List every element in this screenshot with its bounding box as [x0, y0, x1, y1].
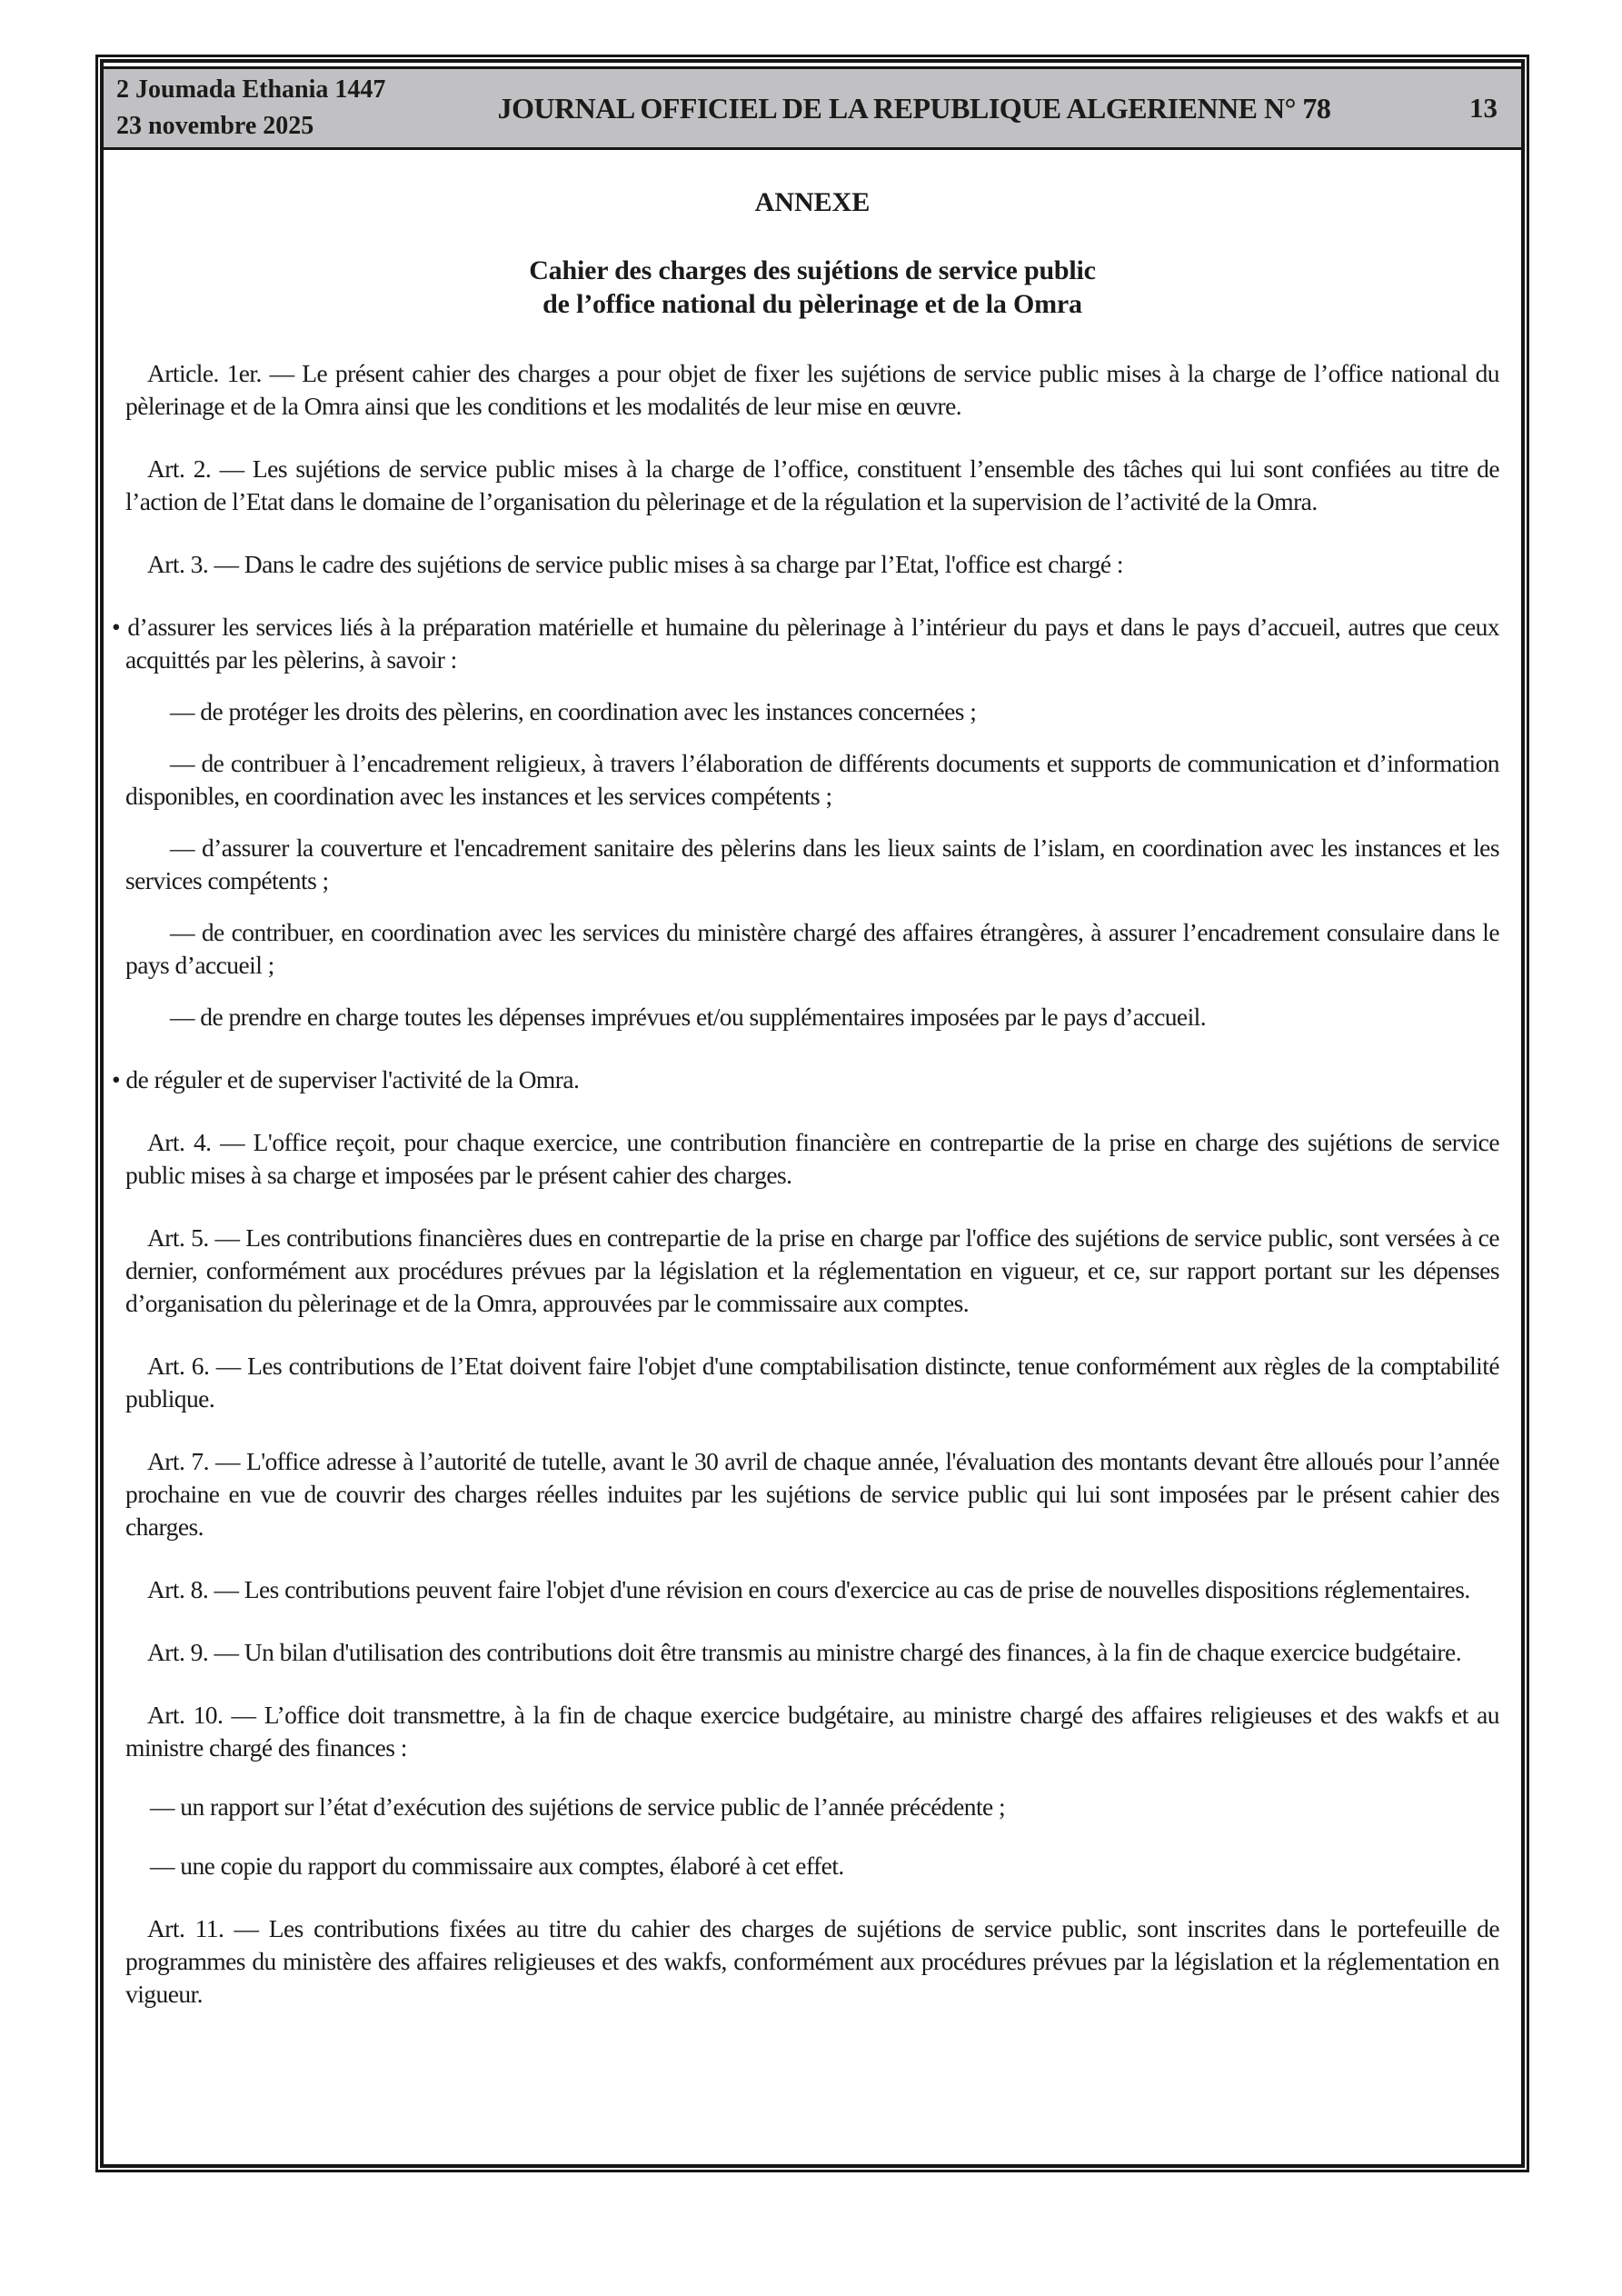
page-frame	[95, 55, 1529, 2172]
page-number: 13	[1469, 92, 1498, 124]
masthead-dates	[104, 69, 416, 147]
dash-item: — une copie du rapport du commissaire aux comptes, élaboré à cet effet.	[150, 1852, 844, 1880]
paragraph: Art. 6. — Les contributions de l’Etat doivent faire l'objet d'une comptabilisation distincte, tenue conformément aux règles de la comptabilité publique.	[125, 1352, 1499, 1413]
paragraph: Art. 11. — Les contributions fixées au titre du cahier des charges de sujétions de service public, sont inscrites dans le portefeuille de programmes du ministère des affaires religieuses et des wakfs, conformément aux procédures prévues par la législation et la réglementation en vigueur.	[125, 1914, 1499, 2008]
paragraph: Art. 3. — Dans le cadre des sujétions de service public mises à sa charge par l’Etat, l'office est chargé :	[147, 550, 1123, 578]
document-title-line2: de l’office national du pèlerinage et de la Omra	[542, 289, 1082, 319]
document-body	[112, 357, 1499, 2011]
bullet-item: • d’assurer les services liés à la préparation matérielle et humaine du pèlerinage à l’intérieur du pays et dans le pays d’accueil, autres que ceux acquittés par les pèlerins, à savoir :	[112, 613, 1499, 674]
dash-item: — d’assurer la couverture et l'encadrement sanitaire des pèlerins dans les lieux saints de l’islam, en coordination avec les instances et les services compétents ;	[125, 834, 1499, 894]
annexe-heading: ANNEXE	[754, 187, 871, 217]
paragraph: Art. 9. — Un bilan d'utilisation des contributions doit être transmis au ministre chargé des finances, à la fin de chaque exercice budgétaire.	[147, 1638, 1462, 1666]
document-content	[104, 186, 1521, 2011]
dash-item: — de contribuer, en coordination avec les services du ministère chargé des affaires étrangères, à assurer l’encadrement consulaire dans le pays d’accueil ;	[125, 918, 1499, 979]
paragraph: Art. 10. — L’office doit transmettre, à la fin de chaque exercice budgétaire, au ministre chargé des affaires religieuses et des wakfs et au ministre chargé des finances :	[125, 1701, 1499, 1762]
document-title-line1: Cahier des charges des sujétions de service public	[529, 255, 1096, 285]
dash-item: — de protéger les droits des pèlerins, en coordination avec les instances concernées ;	[170, 697, 977, 725]
document-title	[125, 254, 1499, 321]
dash-item: — de contribuer à l’encadrement religieux, à travers l’élaboration de différents documents et supports de communication et d’information disponibles, en coordination avec les instances et les services compétents ;	[125, 749, 1499, 810]
dash-item: — un rapport sur l’état d’exécution des sujétions de service public de l’année précédente ;	[150, 1792, 1006, 1821]
journal-title: JOURNAL OFFICIEL DE LA REPUBLIQUE ALGERIENNE N° 78	[497, 91, 1331, 125]
date-gregorian: 23 novembre 2025	[116, 112, 314, 140]
paragraph: Article. 1er. — Le présent cahier des charges a pour objet de fixer les sujétions de service public mises à la charge de l’office national du pèlerinage et de la Omra ainsi que les conditions et les modalités de leur mise en œuvre.	[125, 359, 1499, 420]
paragraph: Art. 8. — Les contributions peuvent faire l'objet d'une révision en cours d'exercice au cas de prise de nouvelles dispositions réglementaires.	[147, 1575, 1470, 1603]
date-hijri: 2 Joumada Ethania 1447	[116, 75, 386, 104]
page-frame-inner	[100, 59, 1525, 2168]
masthead	[104, 66, 1521, 150]
dash-item: — de prendre en charge toutes les dépenses imprévues et/ou supplémentaires imposées par le pays d’accueil.	[170, 1003, 1207, 1031]
paragraph: Art. 5. — Les contributions financières dues en contrepartie de la prise en charge par l'office des sujétions de service public, sont versées à ce dernier, conformément aux procédures prévues par la législation et la réglementation en vigueur, et ce, sur rapport portant sur les dépenses d’organisation du pèlerinage et de la Omra, approuvées par le commissaire aux comptes.	[125, 1223, 1499, 1317]
paragraph: Art. 2. — Les sujétions de service public mises à la charge de l’office, constituent l’ensemble des tâches qui lui sont confiées au titre de l’action de l’Etat dans le domaine de l’organisation du pèlerinage et de la régulation et la supervision de l’activité de la Omra.	[125, 454, 1499, 515]
paragraph: Art. 4. — L'office reçoit, pour chaque exercice, une contribution financière en contrepartie de la prise en charge des sujétions de service public mises à sa charge et imposées par le présent cahier des charges.	[125, 1128, 1499, 1189]
bullet-item: • de réguler et de superviser l'activité de la Omra.	[112, 1065, 580, 1093]
paragraph: Art. 7. — L'office adresse à l’autorité de tutelle, avant le 30 avril de chaque année, l'évaluation des montants devant être alloués pour l’année prochaine en vue de couvrir des charges réelles induites par les sujétions de service public qui lui sont imposées par le présent cahier des charges.	[125, 1447, 1499, 1541]
